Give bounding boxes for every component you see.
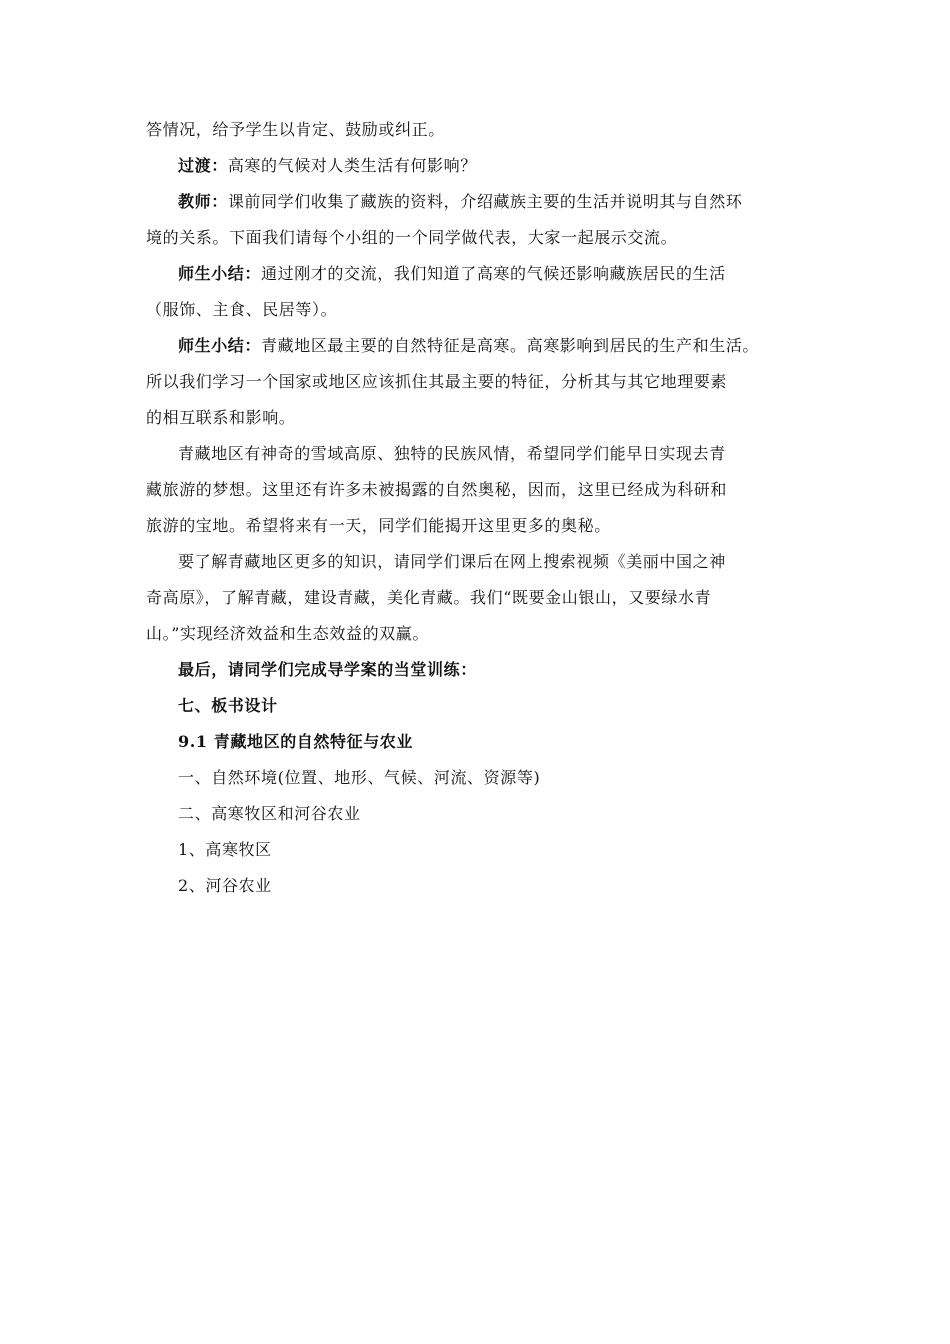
text-line <box>146 148 816 184</box>
text-line <box>146 580 816 616</box>
paragraph-text: 藏旅游的梦想。这里还有许多未被揭露的自然奥秘，因而，这里已经成为科研和 <box>146 480 728 499</box>
paragraph-text: 青藏地区有神奇的雪域高原、独特的民族风情，希望同学们能早日实现去青 <box>178 444 726 463</box>
text-line <box>146 256 816 292</box>
paragraph-label: 教师： <box>178 192 228 211</box>
paragraph-label: 师生小结： <box>178 336 262 355</box>
paragraph-text: 境的关系。下面我们请每个小组的一个同学做代表，大家一起展示交流。 <box>146 228 678 247</box>
text-line <box>146 472 816 508</box>
text-line <box>146 292 816 328</box>
paragraph-text: 奇高原》，了解青藏，建设青藏，美化青藏。我们“既要金山银山，又要绿水青 <box>146 588 712 607</box>
text-line <box>146 328 816 364</box>
text-line <box>146 112 816 148</box>
paragraph-text: 旅游的宝地。希望将来有一天，同学们能揭开这里更多的奥秘。 <box>146 516 611 535</box>
text-line <box>146 364 816 400</box>
board-item: 2、河谷农业 <box>178 876 272 895</box>
closing-instruction: 最后，请同学们完成导学案的当堂训练： <box>178 660 477 679</box>
section-heading: 七、板书设计 <box>178 696 278 715</box>
board-item: 1、高寒牧区 <box>178 840 272 859</box>
document-body <box>146 112 816 904</box>
paragraph-text: 通过刚才的交流，我们知道了高寒的气候还影响藏族居民的生活 <box>261 264 726 283</box>
text-line <box>146 508 816 544</box>
paragraph-text: 所以我们学习一个国家或地区应该抓住其最主要的特征，分析其与其它地理要素 <box>146 372 728 391</box>
text-line <box>146 184 816 220</box>
paragraph-text: 答情况，给予学生以肯定、鼓励或纠正。 <box>146 120 445 139</box>
text-line <box>146 220 816 256</box>
text-line <box>146 616 816 652</box>
board-item: 二、高寒牧区和河谷农业 <box>178 804 361 823</box>
board-item: 一、自然环境(位置、地形、气候、河流、资源等) <box>178 768 541 787</box>
text-line <box>146 400 816 436</box>
paragraph-text: 课前同学们收集了藏族的资料，介绍藏族主要的生活并说明其与自然环 <box>227 192 743 211</box>
paragraph-label: 过渡： <box>178 156 228 175</box>
paragraph-label: 师生小结： <box>178 264 262 283</box>
paragraph-text: 高寒的气候对人类生活有何影响？ <box>227 156 477 175</box>
paragraph-text: 要了解青藏地区更多的知识，请同学们课后在网上搜索视频《美丽中国之神 <box>178 552 726 571</box>
paragraph-text: 山。”实现经济效益和生态效益的双赢。 <box>146 624 429 643</box>
board-title: 9.1 青藏地区的自然特征与农业 <box>178 732 414 751</box>
paragraph-text: 的相互联系和影响。 <box>146 408 296 427</box>
paragraph-text: 青藏地区最主要的自然特征是高寒。高寒影响到居民的生产和生活。 <box>261 336 760 355</box>
text-line <box>146 544 816 580</box>
paragraph-text: （服饰、主食、民居等）。 <box>146 300 338 319</box>
text-line <box>146 436 816 472</box>
